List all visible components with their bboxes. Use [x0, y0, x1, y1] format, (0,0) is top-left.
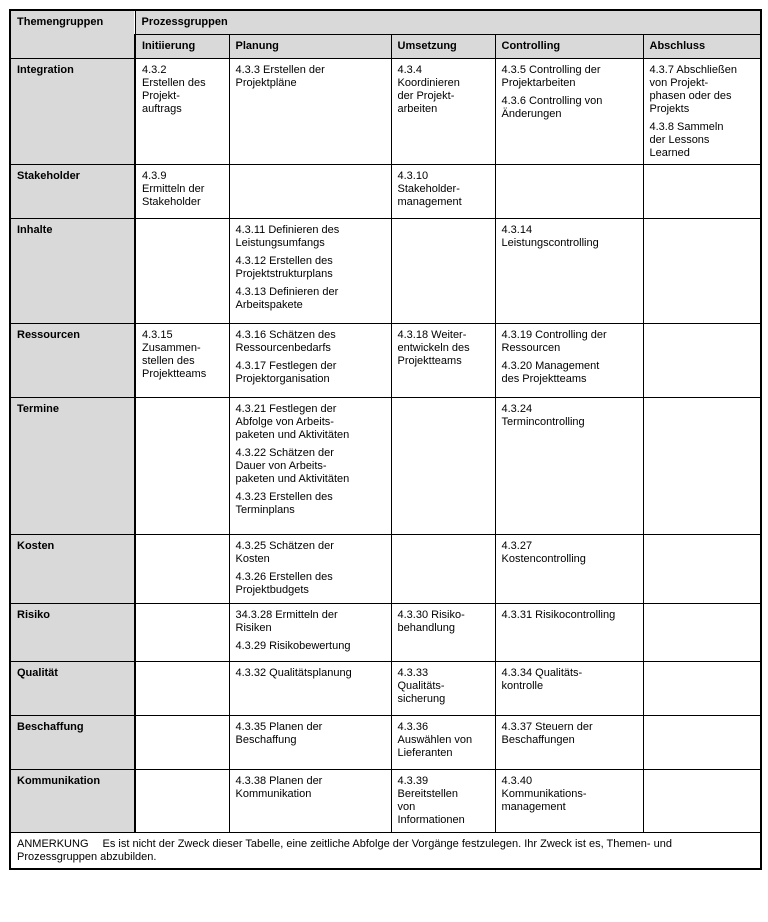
cell-umsetzung: [391, 398, 495, 535]
cell-abschluss: [643, 59, 761, 165]
cell-planung: [229, 219, 391, 324]
cell-initiierung: [135, 324, 229, 398]
theme-cell: Qualität: [10, 662, 135, 716]
process-item: 4.3.14 Leistungscontrolling: [501, 224, 599, 249]
cell-initiierung: [135, 165, 229, 219]
process-item: 4.3.15 Zusammen- stellen des Projektteams: [142, 329, 207, 380]
cell-initiierung: [135, 219, 229, 324]
note-row: [10, 833, 761, 870]
process-item: 4.3.22 Schätzen der Dauer von Arbeits- paketen und Aktivitäten: [235, 447, 350, 485]
cell-abschluss: [643, 398, 761, 535]
cell-initiierung: [135, 770, 229, 833]
theme-cell: Integration: [10, 59, 135, 165]
process-item: 4.3.18 Weiter- entwickeln des Projektteams: [397, 329, 470, 367]
column-header-umsetzung: Umsetzung: [391, 35, 495, 59]
table-row: [10, 219, 761, 324]
process-item: 4.3.13 Definieren der Arbeitspakete: [235, 286, 339, 311]
cell-umsetzung: [391, 165, 495, 219]
cell-initiierung: [135, 662, 229, 716]
process-item: 4.3.4 Koordinieren der Projekt- arbeiten: [397, 64, 460, 115]
cell-umsetzung: [391, 59, 495, 165]
process-item: 4.3.31 Risikocontrolling: [501, 609, 616, 621]
theme-cell: Ressourcen: [10, 324, 135, 398]
cell-controlling: [495, 219, 643, 324]
process-item: 4.3.29 Risikobewertung: [235, 640, 351, 652]
process-item: 4.3.27 Kostencontrolling: [501, 540, 586, 565]
cell-controlling: [495, 716, 643, 770]
process-item: 4.3.23 Erstellen des Terminplans: [235, 491, 333, 516]
theme-cell: Stakeholder: [10, 165, 135, 219]
process-item: 4.3.36 Auswählen von Lieferanten: [397, 721, 473, 759]
cell-umsetzung: [391, 716, 495, 770]
table-row: [10, 770, 761, 833]
header-row-top: [10, 10, 761, 35]
cell-controlling: [495, 604, 643, 662]
process-item: 4.3.25 Schätzen der Kosten: [235, 540, 334, 565]
table-row: [10, 59, 761, 165]
process-item: 4.3.10 Stakeholder- management: [397, 170, 462, 208]
prozessgruppen-header: Prozessgruppen: [135, 10, 761, 35]
cell-abschluss: [643, 604, 761, 662]
cell-umsetzung: [391, 662, 495, 716]
process-item: 4.3.35 Planen der Beschaffung: [235, 721, 323, 746]
process-item: 4.3.39 Bereitstellen von Informationen: [397, 775, 465, 826]
process-item: 4.3.3 Erstellen der Projektpläne: [235, 64, 325, 89]
process-item: 4.3.9 Ermitteln der Stakeholder: [142, 170, 205, 208]
column-header-abschluss: Abschluss: [643, 35, 761, 59]
theme-cell: Termine: [10, 398, 135, 535]
cell-initiierung: [135, 398, 229, 535]
cell-umsetzung: [391, 219, 495, 324]
process-item: 4.3.21 Festlegen der Abfolge von Arbeits- paketen und Aktivitäten: [235, 403, 350, 441]
process-item: 4.3.5 Controlling der Projektarbeiten: [501, 64, 601, 89]
theme-cell: Risiko: [10, 604, 135, 662]
cell-abschluss: [643, 324, 761, 398]
cell-abschluss: [643, 770, 761, 833]
process-item: 4.3.12 Erstellen des Projektstrukturplans: [235, 255, 333, 280]
cell-umsetzung: [391, 604, 495, 662]
process-item: 4.3.32 Qualitätsplanung: [235, 667, 352, 679]
process-group-table: [9, 9, 762, 870]
process-item: 34.3.28 Ermitteln der Risiken: [235, 609, 338, 634]
cell-controlling: [495, 398, 643, 535]
process-item: 4.3.11 Definieren des Leistungsumfangs: [235, 224, 340, 249]
table-row: [10, 165, 761, 219]
column-header-controlling: Controlling: [495, 35, 643, 59]
table-row: [10, 604, 761, 662]
process-item: 4.3.20 Management des Projektteams: [501, 360, 600, 385]
cell-controlling: [495, 165, 643, 219]
column-header-planung: Planung: [229, 35, 391, 59]
table-row: [10, 324, 761, 398]
note-text: Es ist nicht der Zweck dieser Tabelle, eine zeitliche Abfolge der Vorgänge festzulegen. Ihr Zweck ist es, Themen- und Prozessgruppen abzubilden.: [17, 838, 672, 863]
cell-planung: [229, 716, 391, 770]
cell-initiierung: [135, 716, 229, 770]
process-item: 4.3.6 Controlling von Änderungen: [501, 95, 603, 120]
cell-planung: [229, 604, 391, 662]
cell-umsetzung: [391, 770, 495, 833]
process-item: 4.3.8 Sammeln der Lessons Learned: [649, 121, 724, 159]
process-item: 4.3.26 Erstellen des Projektbudgets: [235, 571, 333, 596]
cell-controlling: [495, 770, 643, 833]
note-label: ANMERKUNG: [17, 838, 89, 850]
cell-controlling: [495, 59, 643, 165]
cell-planung: [229, 662, 391, 716]
process-item: 4.3.38 Planen der Kommunikation: [235, 775, 323, 800]
cell-initiierung: [135, 604, 229, 662]
process-item: 4.3.33 Qualitäts- sicherung: [397, 667, 446, 705]
cell-initiierung: [135, 59, 229, 165]
process-item: 4.3.19 Controlling der Ressourcen: [501, 329, 607, 354]
themengruppen-header: Themengruppen: [10, 10, 135, 59]
cell-controlling: [495, 535, 643, 604]
cell-planung: [229, 324, 391, 398]
cell-umsetzung: [391, 324, 495, 398]
cell-planung: [229, 398, 391, 535]
table-row: [10, 716, 761, 770]
process-item: 4.3.30 Risiko- behandlung: [397, 609, 465, 634]
cell-abschluss: [643, 662, 761, 716]
process-item: 4.3.17 Festlegen der Projektorganisation: [235, 360, 337, 385]
cell-planung: [229, 535, 391, 604]
cell-planung: [229, 59, 391, 165]
column-header-initiierung: Initiierung: [135, 35, 229, 59]
theme-cell: Kosten: [10, 535, 135, 604]
process-item: 4.3.34 Qualitäts- kontrolle: [501, 667, 583, 692]
theme-cell: Kommunikation: [10, 770, 135, 833]
cell-planung: [229, 770, 391, 833]
cell-planung: [229, 165, 391, 219]
cell-initiierung: [135, 535, 229, 604]
cell-controlling: [495, 662, 643, 716]
table-row: [10, 398, 761, 535]
cell-abschluss: [643, 716, 761, 770]
cell-controlling: [495, 324, 643, 398]
cell-abschluss: [643, 535, 761, 604]
theme-cell: Inhalte: [10, 219, 135, 324]
process-item: 4.3.7 Abschließen von Projekt- phasen oder des Projekts: [649, 64, 737, 115]
process-item: 4.3.37 Steuern der Beschaffungen: [501, 721, 593, 746]
note-cell: [10, 833, 761, 870]
process-item: 4.3.2 Erstellen des Projekt- auftrags: [142, 64, 206, 115]
table-row: [10, 535, 761, 604]
process-item: 4.3.24 Termincontrolling: [501, 403, 585, 428]
process-item: 4.3.40 Kommunikations- management: [501, 775, 587, 813]
theme-cell: Beschaffung: [10, 716, 135, 770]
cell-umsetzung: [391, 535, 495, 604]
process-item: 4.3.16 Schätzen des Ressourcenbedarfs: [235, 329, 336, 354]
cell-abschluss: [643, 219, 761, 324]
cell-abschluss: [643, 165, 761, 219]
table-row: [10, 662, 761, 716]
